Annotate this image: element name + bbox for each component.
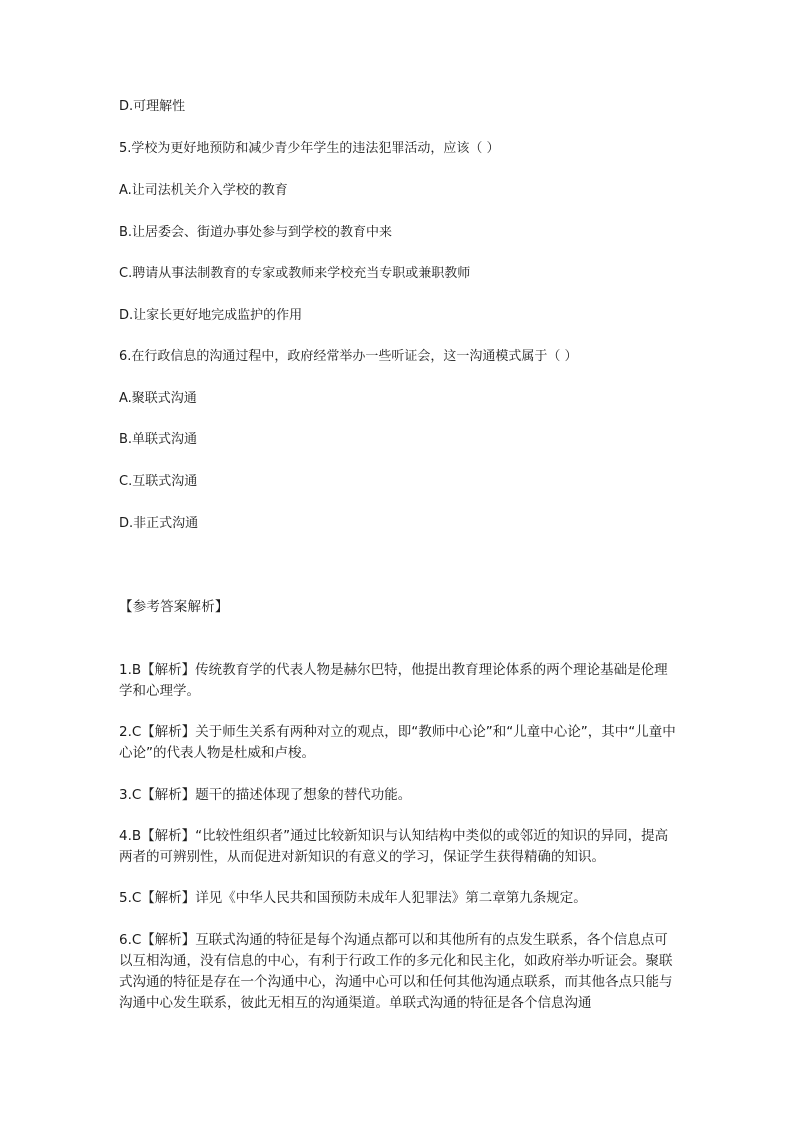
q5-stem: 5.学校为更好地预防和减少青少年学生的违法犯罪活动，应该（ ） bbox=[119, 141, 500, 156]
q4-option-d: D.可理解性 bbox=[119, 99, 186, 114]
q5-option-b: B.让居委会、街道办事处参与到学校的教育中来 bbox=[119, 225, 393, 240]
answers-heading: 【参考答案解析】 bbox=[119, 599, 229, 615]
answer-6: 6.C【解析】互联式沟通的特征是每个沟通点都可以和其他所有的点发生联系，各个信息点可以互相沟通，没有信息的中心，有利于行政工作的多元化和民主化，如政府举办听证会。聚联式沟通的特征是存在一个沟通中心，沟通中心可以和任何其他沟通点联系，而其他各点只能与沟通中心发生联系，彼此无相互的沟通渠道。单联式沟通的特征是各个信息沟通 bbox=[119, 932, 673, 1011]
q6-option-b: B.单联式沟通 bbox=[119, 432, 198, 447]
q6-option-d: D.非正式沟通 bbox=[119, 516, 199, 531]
q6-stem: 6.在行政信息的沟通过程中，政府经常举办一些听证会，这一沟通模式属于（ ） bbox=[119, 349, 578, 364]
q5-option-c: C.聘请从事法制教育的专家或教师来学校充当专职或兼职教师 bbox=[119, 266, 471, 281]
q5-option-d: D.让家长更好地完成监护的作用 bbox=[119, 308, 303, 323]
answer-4: 4.B【解析】“比较性组织者”通过比较新知识与认知结构中类似的或邻近的知识的异同，提高两者的可辨别性，从而促进对新知识的有意义的学习，保证学生获得精确的知识。 bbox=[119, 828, 669, 865]
q6-option-c: C.互联式沟通 bbox=[119, 474, 198, 489]
answer-5: 5.C【解析】详见《中华人民共和国预防未成年人犯罪法》第二章第九条规定。 bbox=[119, 890, 587, 906]
q6-option-a: A.聚联式沟通 bbox=[119, 391, 197, 406]
q5-option-a: A.让司法机关介入学校的教育 bbox=[119, 183, 288, 198]
answer-3: 3.C【解析】题干的描述体现了想象的替代功能。 bbox=[119, 787, 412, 803]
answer-2: 2.C【解析】关于师生关系有两种对立的观点，即“教师中心论”和“儿童中心论”，其中“儿童中心论”的代表人物是杜威和卢梭。 bbox=[119, 724, 676, 761]
answer-1: 1.B【解析】传统教育学的代表人物是赫尔巴特，他提出教育理论体系的两个理论基础是伦理学和心理学。 bbox=[119, 662, 668, 699]
